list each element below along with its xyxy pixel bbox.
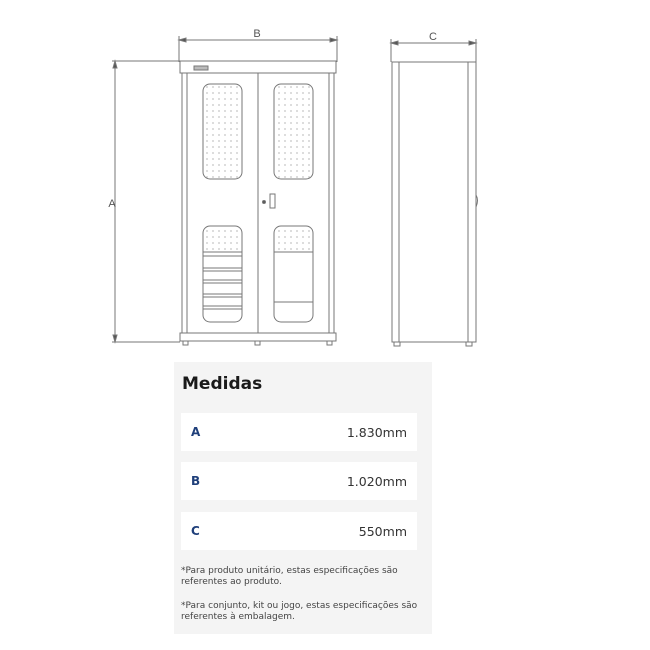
measure-key: B — [191, 474, 201, 488]
measures-title: Medidas — [182, 374, 263, 394]
measure-key: C — [191, 524, 200, 538]
dimension-label-b: B — [253, 28, 261, 40]
measure-row-a — [181, 413, 417, 451]
measure-value: 1.020mm — [346, 473, 407, 489]
measure-row-b — [181, 462, 417, 500]
note-kit-packaging: *Para conjunto, kit ou jogo, estas especificações são referentes à embalagem. — [181, 601, 418, 622]
note-unit-product: *Para produto unitário, estas especificações são referentes ao produto. — [181, 566, 398, 587]
measure-value: 550mm — [358, 523, 407, 539]
measure-row-c — [181, 512, 417, 550]
measure-value: 1.830mm — [346, 424, 407, 440]
dimension-label-a: A — [108, 198, 116, 210]
measures-panel — [174, 362, 432, 634]
measure-key: A — [191, 425, 201, 439]
dimension-label-c: C — [429, 31, 437, 43]
